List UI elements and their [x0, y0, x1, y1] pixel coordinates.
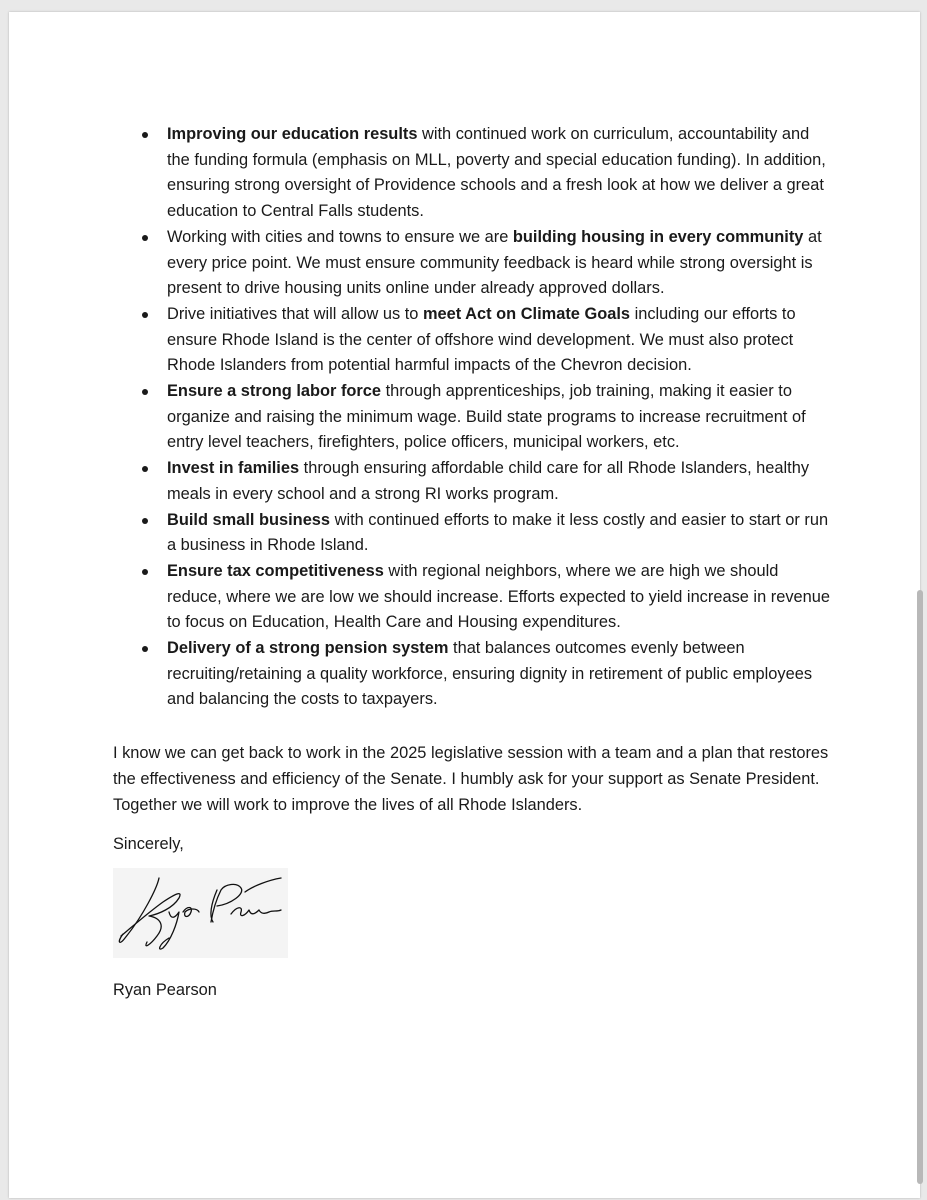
- bullet-text: with continued work on curriculum, accountability and the funding formula (emphasis on MLL, poverty and special education funding). In addition, ensuring strong oversight of Providence schools and a fresh look at how we deliver a great education to Central Falls students.: [167, 125, 826, 221]
- signer-name: Ryan Pearson: [113, 980, 217, 999]
- bullet-heading: meet Act on Climate Goals: [422, 304, 631, 323]
- priorities-list: [113, 122, 833, 713]
- bullet-text: with continued efforts to make it less costly and easier to start or run a business in Rhode Island.: [167, 510, 829, 555]
- bullet-heading: Ensure a strong labor force: [167, 382, 382, 401]
- bullet-text: with regional neighbors, where we are high we should reduce, where we are low we should increase. Efforts expected to yield increase in revenue to focus on Education, Health Care and Housing expenditures.: [167, 561, 830, 632]
- list-item: [113, 225, 833, 302]
- closing-paragraph: I know we can get back to work in the 2025 legislative session with a team and a plan that restores the effectiveness and efficiency of the Senate. I humbly ask for your support as Senate President. Together we will work to improve the lives of all Rhode Islanders.: [113, 744, 829, 814]
- list-item: [113, 122, 833, 225]
- bullet-icon: [142, 389, 148, 395]
- list-item: [113, 456, 833, 507]
- bullet-heading: building housing in every community: [512, 227, 804, 246]
- bullet-text: that balances outcomes evenly between recruiting/retaining a quality workforce, ensuring dignity in retirement of public employees and balancing the costs to taxpayers.: [167, 639, 813, 709]
- list-item: [113, 508, 833, 559]
- bullet-text: at every price point. We must ensure community feedback is heard while strong oversight is present to drive housing units online under already approved dollars.: [167, 227, 822, 298]
- bullet-icon: [142, 646, 148, 652]
- bullet-icon: [142, 466, 148, 472]
- bullet-icon: [142, 132, 148, 138]
- bullet-heading: Invest in families: [167, 459, 300, 478]
- bullet-heading: Build small business: [167, 510, 331, 529]
- bullet-icon: [142, 569, 148, 575]
- bullet-text: including our efforts to ensure Rhode Island is the center of offshore wind development. We must also protect Rhode Islanders from potential harmful impacts of the Chevron decision.: [167, 304, 796, 375]
- sign-off: Sincerely,: [113, 835, 184, 854]
- signature-image: [113, 868, 288, 958]
- list-item: [113, 302, 833, 379]
- scrollbar-thumb[interactable]: [917, 590, 923, 1184]
- bullet-icon: [142, 518, 148, 524]
- bullet-icon: [142, 312, 148, 318]
- bullet-heading: Improving our education results: [167, 125, 418, 143]
- signature-drawing: [113, 868, 288, 958]
- bullet-text: through apprenticeships, job training, making it easier to organize and raising the minimum wage. Build state programs to increase recruitment of entry level teachers, firefighters, police officers, municipal workers, etc.: [167, 382, 806, 452]
- bullet-text: Drive initiatives that will allow us to: [167, 304, 423, 323]
- bullet-icon: [142, 235, 148, 241]
- list-item: [113, 379, 833, 456]
- bullet-heading: Ensure tax competitiveness: [167, 561, 384, 580]
- bullet-text: Working with cities and towns to ensure we are: [167, 227, 513, 246]
- letter-body: [113, 122, 833, 1004]
- bullet-text: through ensuring affordable child care for all Rhode Islanders, healthy meals in every school and a strong RI works program.: [167, 459, 810, 503]
- list-item: [113, 559, 833, 636]
- bullet-heading: Delivery of a strong pension system: [167, 639, 449, 658]
- list-item: [113, 636, 833, 713]
- letter-page: [9, 12, 920, 1198]
